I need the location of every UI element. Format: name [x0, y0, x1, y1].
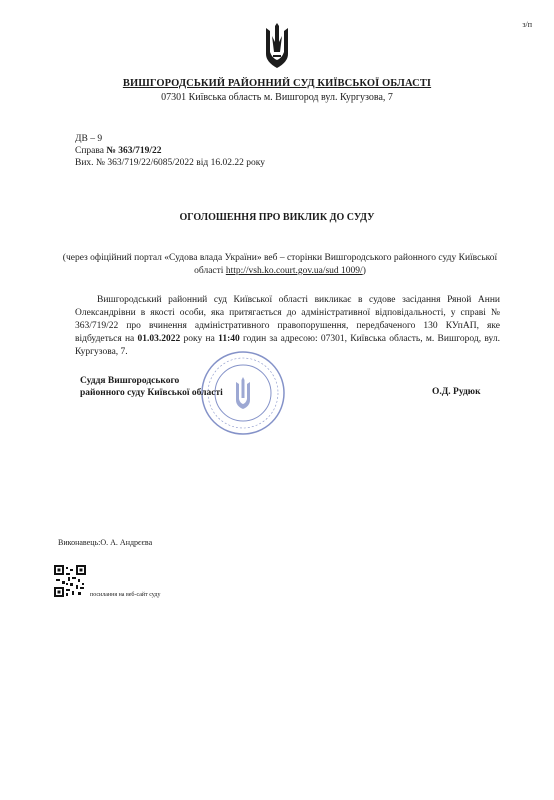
trident-emblem-icon	[262, 22, 292, 72]
body-part1: Вишгородський районний суд Київської області викликає в судове засідання Ряной Анни Олександрівни в якості особи, яка притягається до адміністративної відповідальності, у справі № 363/719/22 про вчинення адміністративного правопорушення, передбаченого 130 КУпАП, яке відбудеться на	[75, 295, 500, 344]
body-part2: року на	[180, 334, 219, 344]
outgoing-number: Вих. № 363/719/22/6085/2022 від 16.02.22 року	[75, 158, 265, 168]
body-part3: годин за адресою: 07301, Київська область, м. Вишгород, вул. Кургузова, 7.	[75, 334, 500, 357]
judge-title-line1: Суддя Вишгородського	[80, 376, 180, 386]
court-name: ВИШГОРОДСЬКИЙ РАЙОННИЙ СУД КИЇВСЬКОЇ ОБЛАСТІ	[122, 78, 432, 89]
hearing-date: 01.03.2022	[137, 334, 181, 344]
court-website-link[interactable]: http://vsh.ko.court.gov.ua/sud 1009/	[225, 266, 363, 276]
judge-name: О.Д. Рудюк	[432, 387, 481, 397]
case-prefix: Справа	[75, 146, 107, 156]
case-number: № 363/719/22	[106, 146, 162, 156]
page-corner-mark: з/п	[522, 20, 532, 29]
case-line	[75, 145, 162, 157]
judge-title-line2: районного суду Київської області	[80, 388, 223, 398]
qr-caption: посилання на веб-сайт суду	[90, 592, 161, 598]
court-address: 07301 Київська область м. Вишгород вул. Кургузова, 7	[161, 92, 393, 103]
judge-title	[80, 375, 223, 399]
intro-close: )	[362, 266, 366, 276]
qr-code-icon[interactable]	[54, 565, 86, 597]
hearing-time: 11:40	[218, 334, 240, 344]
document-title: ОГОЛОШЕННЯ ПРО ВИКЛИК ДО СУДУ	[179, 212, 375, 223]
executor-line: Виконавець:О. А. Андрєєва	[58, 538, 153, 547]
doc-code: ДВ – 9	[75, 134, 103, 144]
intro-paragraph	[60, 252, 500, 278]
intro-text: (через офіційний портал «Судова влада України» веб – сторінки Вишгородського районного суду Київської області	[62, 253, 498, 276]
summons-paragraph	[75, 294, 500, 359]
